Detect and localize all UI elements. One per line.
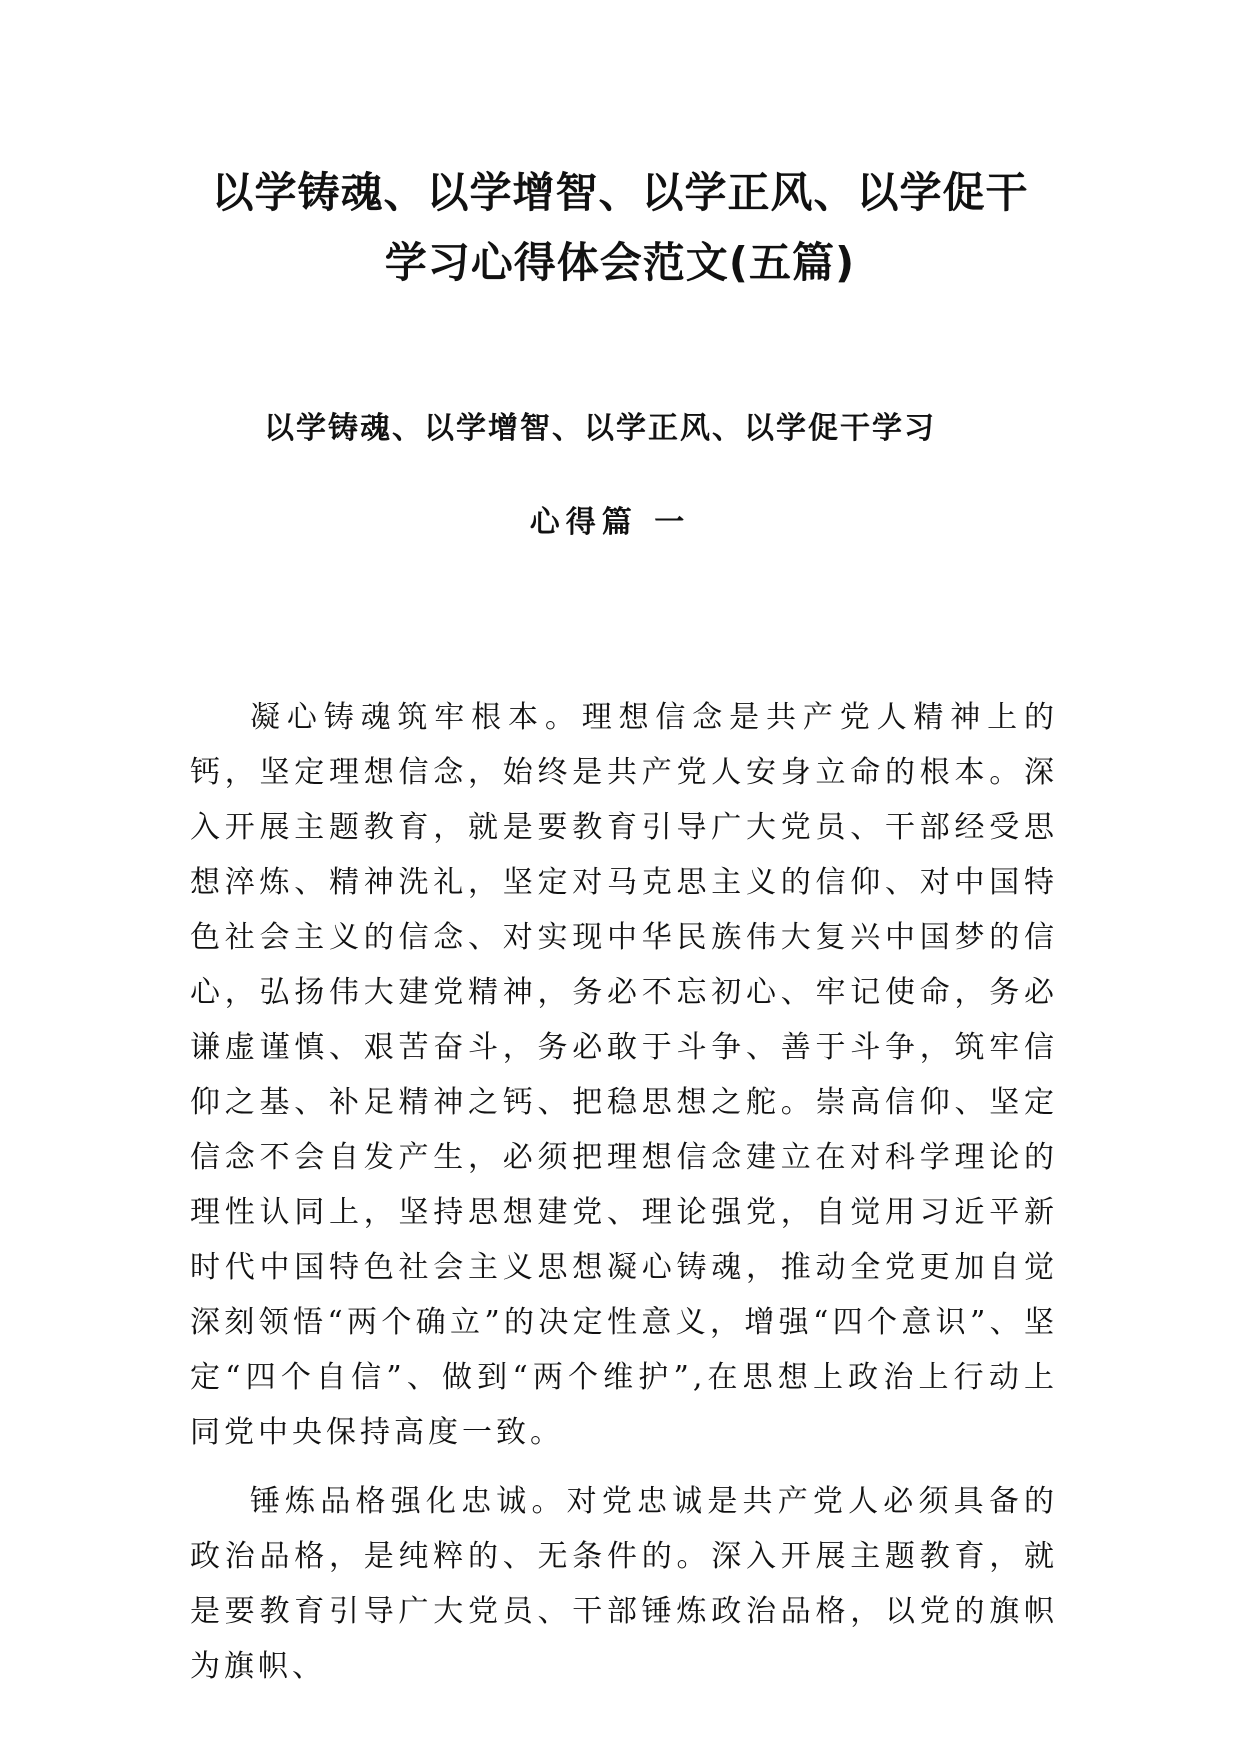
section-heading-line-1: 以学铸魂、以学增智、以学正风、以学促干学习	[264, 411, 936, 446]
body-paragraph-2: 锤炼品格强化忠诚。对党忠诚是共产党人必须具备的政治品格，是纯粹的、无条件的。深入开展主题教育，就是要教育引导广大党员、干部锤炼政治品格，以党的旗帜为旗帜、	[190, 1484, 1058, 1684]
document-title-line-1: 以学铸魂、以学增智、以学正风、以学促干	[211, 168, 1029, 217]
document-title-line-2: 学习心得体会范文(五篇)	[384, 238, 856, 287]
body-paragraph-1: 凝心铸魂筑牢根本。理想信念是共产党人精神上的钙，坚定理想信念，始终是共产党人安身立命的根本。深入开展主题教育，就是要教育引导广大党员、干部经受思想淬炼、精神洗礼，坚定对马克思主义的信仰、对中国特色社会主义的信念、对实现中华民族伟大复兴中国梦的信心，弘扬伟大建党精神，务必不忘初心、牢记使命，务必谦虚谨慎、艰苦奋斗，务必敢于斗争、善于斗争，筑牢信仰之基、补足精神之钙、把稳思想之舵。崇高信仰、坚定信念不会自发产生，必须把理想信念建立在对科学理论的理性认同上，坚持思想建党、理论强党，自觉用习近平新时代中国特色社会主义思想凝心铸魂，推动全党更加自觉深刻领悟“两个确立”的决定性意义，增强“四个意识”、坚定“四个自信”、做到“两个维护”,在思想上政治上行动上同党中央保持高度一致。	[190, 700, 1058, 1450]
section-heading-line-2: 心得篇 一	[529, 505, 691, 540]
document-body	[190, 690, 1058, 1708]
